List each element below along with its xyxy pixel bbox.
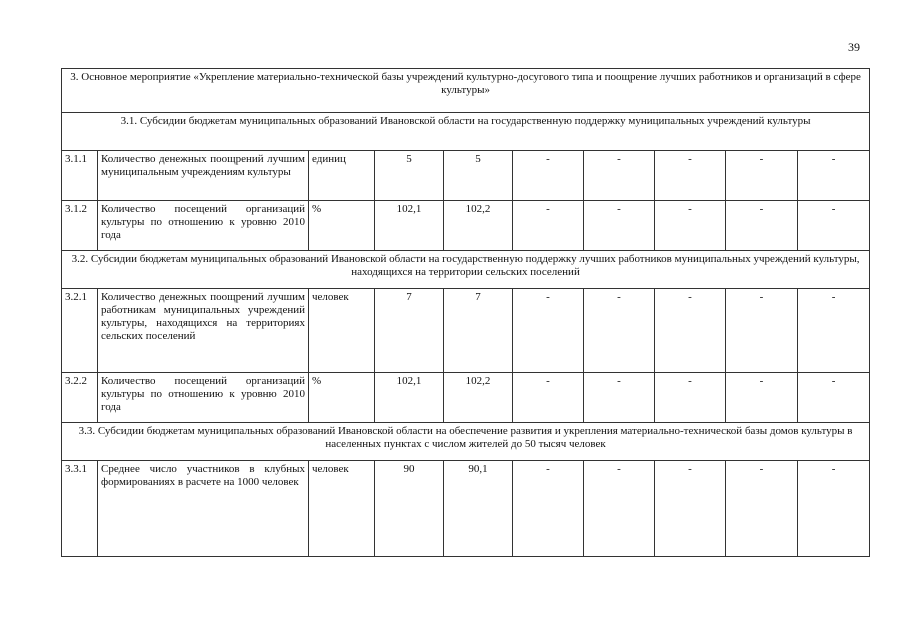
row-number: 3.2.1 <box>62 289 98 373</box>
subsection-title: 3.1. Субсидии бюджетам муниципальных образований Ивановской области на государственную поддержку муниципальных учреждений культуры <box>62 113 870 151</box>
row-value: 7 <box>444 289 513 373</box>
row-value: 102,2 <box>444 201 513 251</box>
page-number: 39 <box>848 40 860 54</box>
table-row <box>62 461 870 557</box>
row-value: 90 <box>375 461 444 557</box>
row-value: 102,1 <box>375 201 444 251</box>
table-row <box>62 201 870 251</box>
subsection-row <box>62 423 870 461</box>
row-value: - <box>655 201 726 251</box>
row-value: 5 <box>375 151 444 201</box>
indicators-table <box>61 68 870 557</box>
row-value: 7 <box>375 289 444 373</box>
subsection-row <box>62 251 870 289</box>
row-value: - <box>726 201 798 251</box>
row-value: - <box>726 151 798 201</box>
row-description: Количество посещений организаций культуры по отношению к уровню 2010 года <box>98 373 309 423</box>
row-value: - <box>726 289 798 373</box>
row-value: - <box>513 201 584 251</box>
row-value: - <box>513 373 584 423</box>
row-value: - <box>584 289 655 373</box>
row-unit: единиц <box>309 151 375 201</box>
table-row <box>62 373 870 423</box>
row-value: - <box>798 373 870 423</box>
row-value: 102,2 <box>444 373 513 423</box>
row-value: - <box>655 289 726 373</box>
row-value: - <box>726 373 798 423</box>
row-description: Количество посещений организаций культуры по отношению к уровню 2010 года <box>98 201 309 251</box>
row-number: 3.1.2 <box>62 201 98 251</box>
row-number: 3.3.1 <box>62 461 98 557</box>
table-row <box>62 289 870 373</box>
row-description: Среднее число участников в клубных формированиях в расчете на 1000 человек <box>98 461 309 557</box>
row-value: - <box>726 461 798 557</box>
row-value: - <box>798 151 870 201</box>
row-value: 102,1 <box>375 373 444 423</box>
row-value: - <box>798 461 870 557</box>
main-section-row <box>62 69 870 113</box>
subsection-title: 3.3. Субсидии бюджетам муниципальных образований Ивановской области на обеспечение развития и укрепления материально-технической базы домов культуры в населенных пунктах с числом жителей до 50 тысяч человек <box>62 423 870 461</box>
row-value: 5 <box>444 151 513 201</box>
row-value: - <box>584 461 655 557</box>
row-value: - <box>798 201 870 251</box>
row-number: 3.2.2 <box>62 373 98 423</box>
row-unit: % <box>309 201 375 251</box>
row-value: - <box>655 373 726 423</box>
main-section-title: 3. Основное мероприятие «Укрепление материально-технической базы учреждений культурно-досугового типа и поощрение лучших работников и организаций в сфере культуры» <box>62 69 870 113</box>
row-value: - <box>584 151 655 201</box>
row-unit: человек <box>309 461 375 557</box>
row-value: - <box>655 151 726 201</box>
row-description: Количество денежных поощрений лучшим муниципальным учреждениям культуры <box>98 151 309 201</box>
row-value: - <box>584 373 655 423</box>
row-unit: человек <box>309 289 375 373</box>
subsection-title: 3.2. Субсидии бюджетам муниципальных образований Ивановской области на государственную поддержку лучших работников муниципальных учреждений культуры, находящихся на территории сельских поселений <box>62 251 870 289</box>
row-description: Количество денежных поощрений лучшим работникам муниципальных учреждений культуры, находящихся на территориях сельских поселений <box>98 289 309 373</box>
row-value: - <box>513 289 584 373</box>
row-value: - <box>513 461 584 557</box>
row-value: - <box>798 289 870 373</box>
row-value: - <box>584 201 655 251</box>
row-value: 90,1 <box>444 461 513 557</box>
row-value: - <box>513 151 584 201</box>
subsection-row <box>62 113 870 151</box>
row-value: - <box>655 461 726 557</box>
row-unit: % <box>309 373 375 423</box>
table-row <box>62 151 870 201</box>
row-number: 3.1.1 <box>62 151 98 201</box>
